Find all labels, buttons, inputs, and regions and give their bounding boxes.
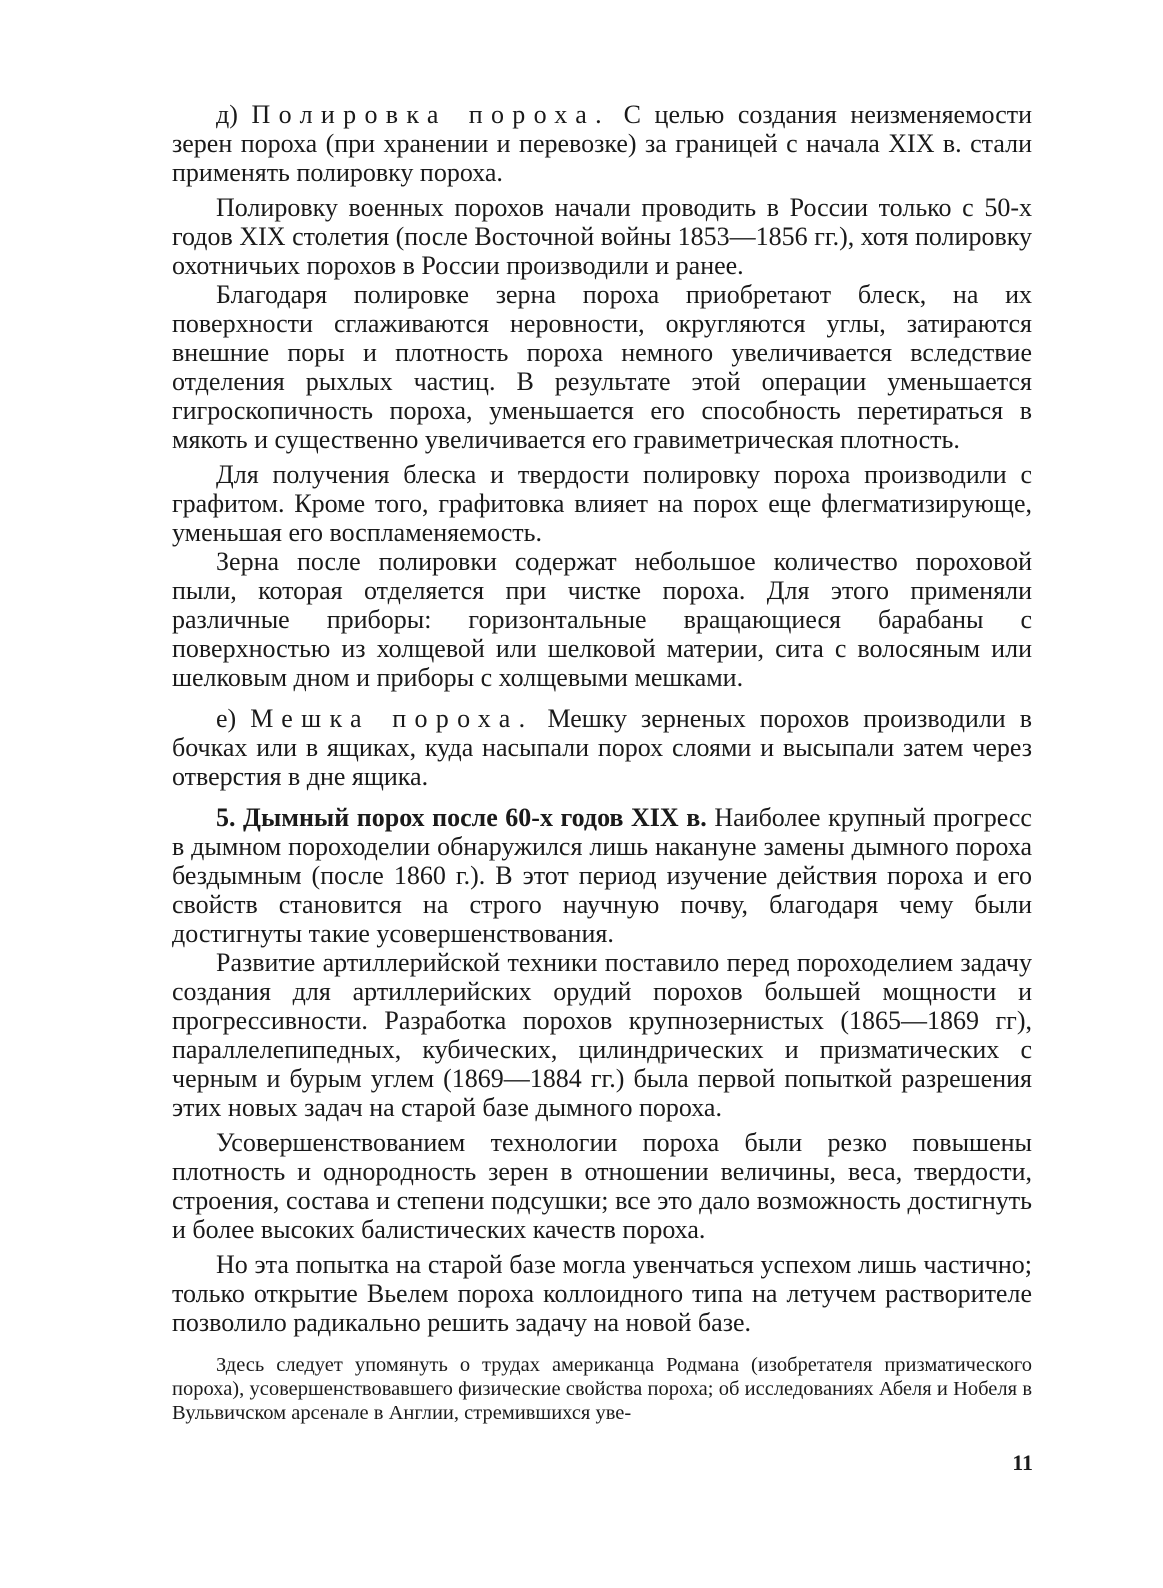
paragraph-polishing-effects: Благодаря полировке зерна пороха приобретают блеск, на их поверхности сглаживаются неровности, округляются углы, затираются внешние поры и плотность пороха немного увеличивается вследствие отделения рыхлых частиц. В результате этой операции уменьшается гигроскопичность пороха, уменьшается его способность перетираться в мякоть и существенно увеличивается его гравиметрическая плотность. bbox=[172, 280, 1032, 454]
section-5-heading: 5. Дымный порох после 60-х годов XIX в. bbox=[216, 803, 707, 832]
paragraph-graphite: Для получения блеска и твердости полировку пороха производили с графитом. Кроме того, графитовка влияет на порох еще флегматизирующе, уменьшая его воспламеняемость. bbox=[172, 460, 1032, 547]
section-5-text: Наиболее крупный прогресс в дымном пороходелии обнаружился лишь накануне замены дымного пороха бездымным (после 1860 г.). В этот период изучение действия пороха и его свойств становится на строго научную почву, благодаря чему были достигнуты такие усовершенствования. bbox=[172, 803, 1032, 948]
paragraph-technology-improvement: Усовершенствованием технологии пороха были резко повышены плотность и однородность зерен в отношении величины, веса, твердости, строения, состава и степени подсушки; все это дало возможность достигнуть и более высоких балистических качеств пороха. bbox=[172, 1128, 1032, 1244]
paragraph-artillery-development: Развитие артиллерийской техники поставило перед пороходелием задачу создания для артиллерийских орудий порохов большей мощности и прогрессивности. Разработка порохов крупнозернистых (1865—1869 гг), параллелепипедных, кубических, цилиндрических и призматических с черным и бурым углем (1869—1884 гг.) была первой попыткой разрешения этих новых задач на старой базе дымного пороха. bbox=[172, 948, 1032, 1122]
footnote: Здесь следует упомянуть о трудах американца Родмана (изобретателя призматического пороха), усовершенствовавшего физические свойства пороха; об исследованиях Абеля и Нобеля в Вульвичском арсенале в Англии, стремившихся уве- bbox=[172, 1354, 1032, 1424]
section-e-text: Мешку зерненых порохов производили в бочках или в ящиках, куда насыпали порох слоями и высыпали затем через отверстия в дне ящика. bbox=[172, 704, 1032, 791]
section-5-smoky-powder bbox=[172, 803, 1032, 948]
section-d-letter: д) bbox=[216, 100, 252, 129]
section-d-text: С целью создания неизменяемости зерен пороха (при хранении и перевозке) за границей с начала XIX в. стали применять полировку пороха. bbox=[172, 100, 1033, 187]
paragraph-dust-cleaning: Зерна после полировки содержат небольшое количество пороховой пыли, которая отделяется при чистке пороха. Для этого применяли различные приборы: горизонтальные вращающиеся барабаны с поверхностью из холщевой или шелковой материи, сита с волосяным или шелковым дном и приборы с холщевыми мешками. bbox=[172, 547, 1032, 692]
section-e-letter: е) bbox=[216, 704, 251, 733]
paragraph-military-polishing: Полировку военных порохов начали проводить в России только с 50-х годов XIX столетия (после Восточной войны 1853—1856 гг.), хотя полировку охотничьих порохов в России производили и ранее. bbox=[172, 193, 1032, 280]
section-d-polishing bbox=[172, 100, 1032, 187]
section-e-heading: Мешка пороха. bbox=[250, 704, 534, 733]
paragraph-vieille-discovery: Но эта попытка на старой базе могла увенчаться успехом лишь частично; только открытие Вьелем пороха коллоидного типа на летучем растворителе позволило радикально решить задачу на новой базе. bbox=[172, 1250, 1032, 1337]
section-e-mixing bbox=[172, 704, 1032, 791]
page-body bbox=[172, 100, 1032, 1425]
section-d-heading: Полировка пороха. bbox=[251, 100, 610, 129]
page-number: 11 bbox=[1012, 1450, 1033, 1475]
